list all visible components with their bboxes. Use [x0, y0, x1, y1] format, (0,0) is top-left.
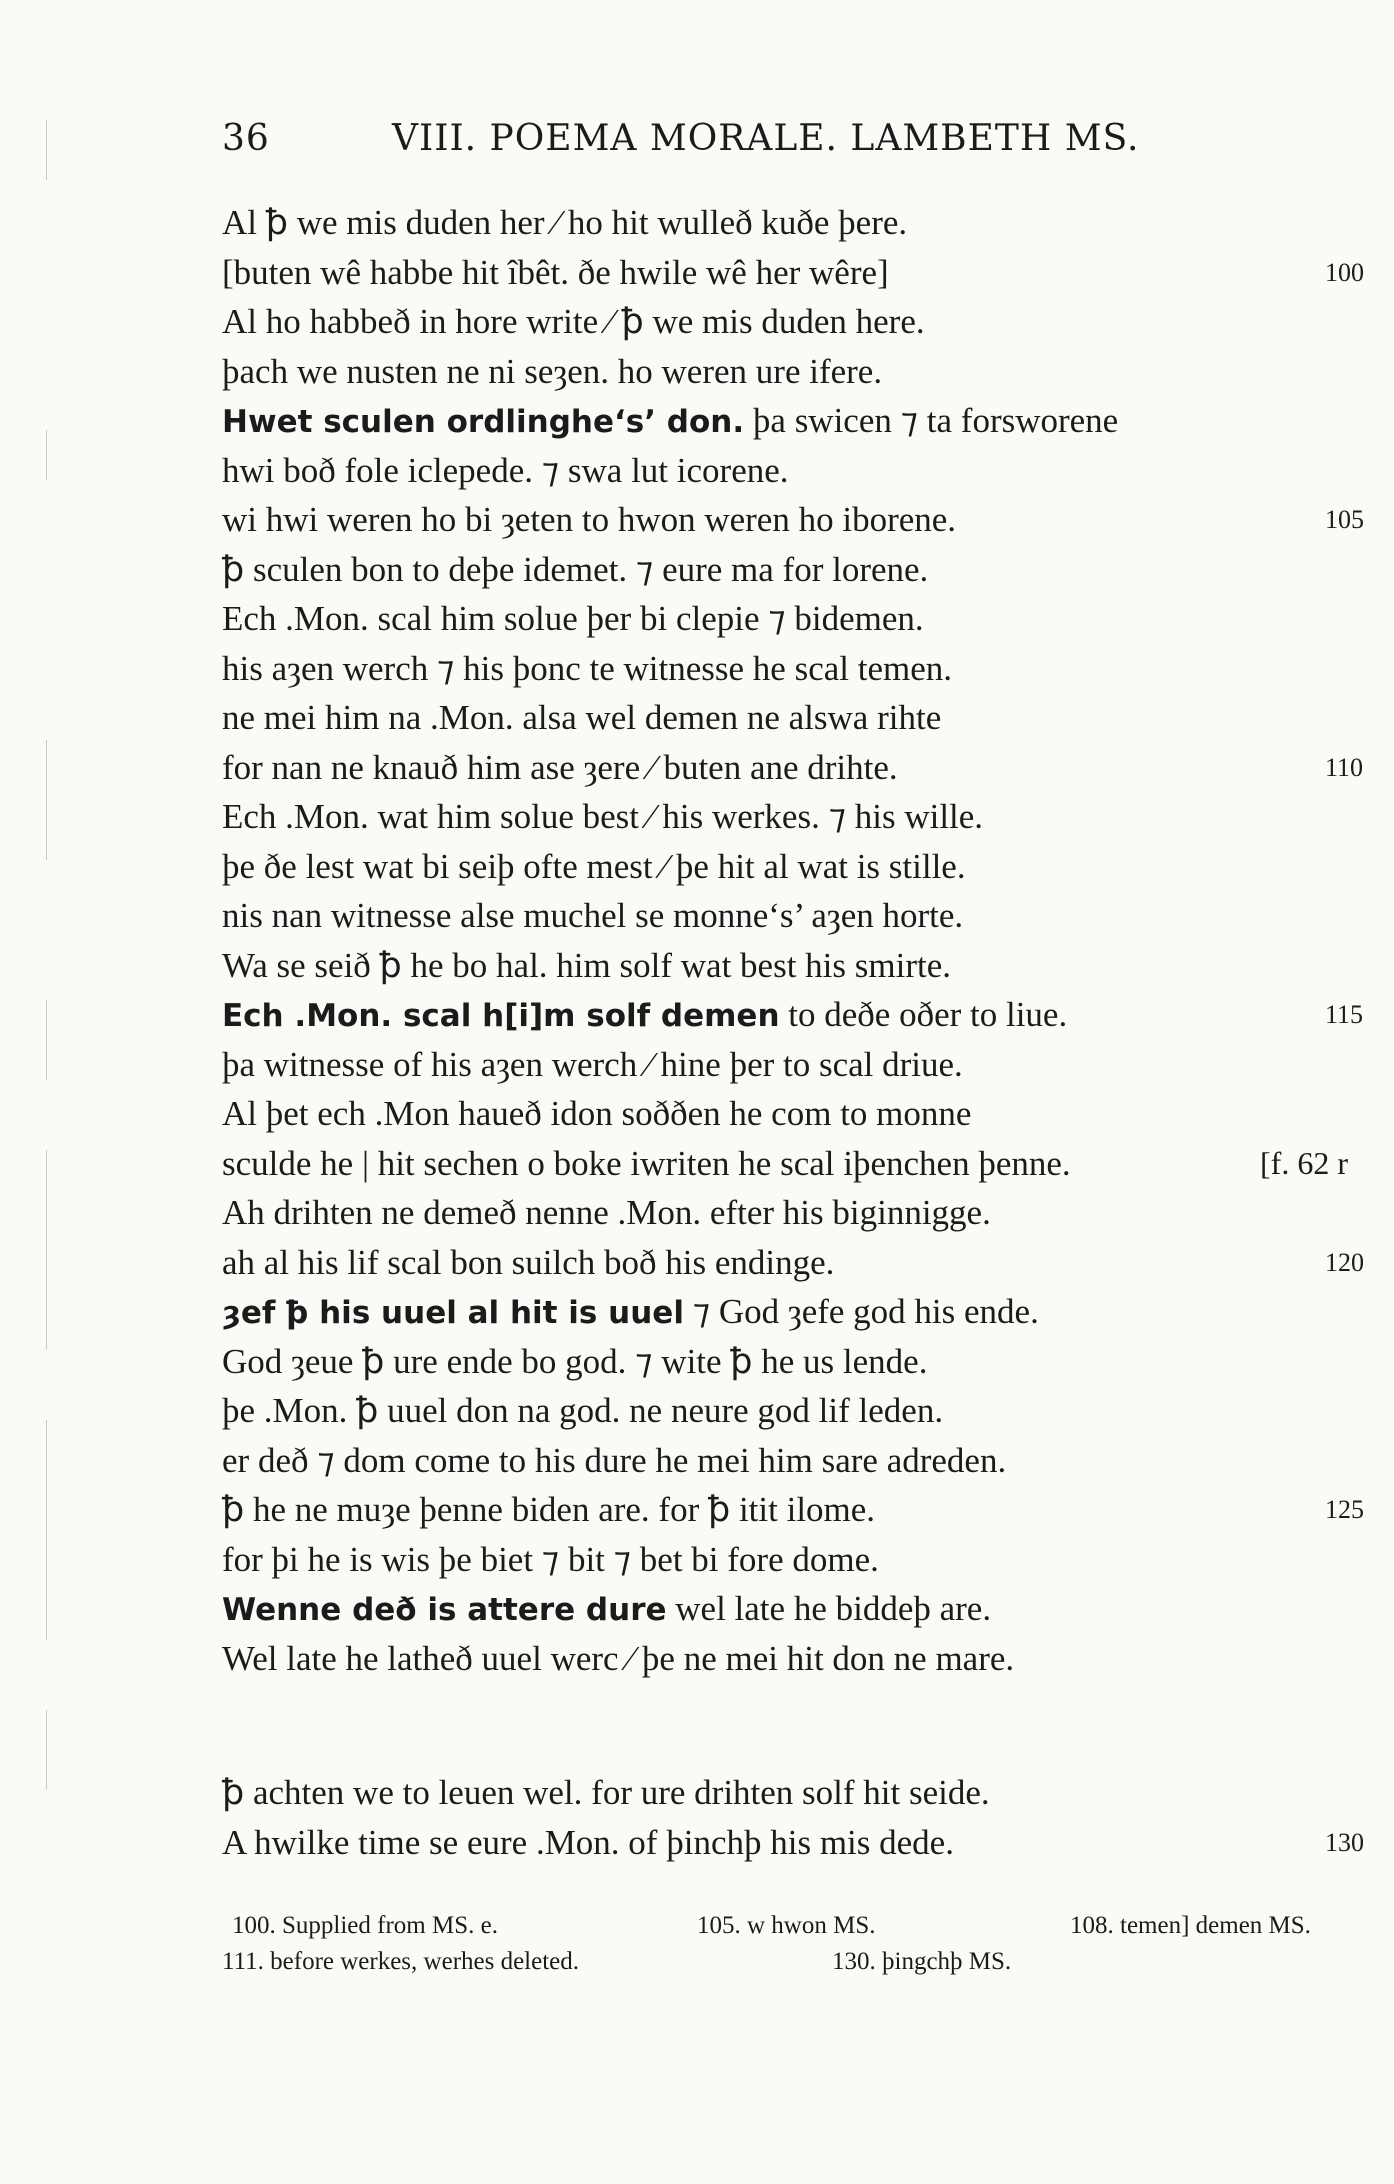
verse-body: þa swicen ⁊ ta forsworene: [744, 401, 1119, 440]
verse-line: [222, 1436, 1372, 1486]
verse-text: [222, 1287, 1039, 1339]
verse-text: [222, 446, 789, 496]
verse-body: his aȝen werch ⁊ his þonc te witnesse he scal temen.: [222, 648, 953, 688]
verse-text: [222, 396, 1118, 448]
verse-line: [222, 1337, 1372, 1387]
verse-text: [222, 1768, 990, 1818]
verse-body: þe ðe lest wat bi seiþ ofte mest ⁄ þe hit al wat is stille.: [222, 846, 966, 886]
poem-text-continued: [222, 1768, 1372, 1867]
verse-text: [222, 792, 983, 842]
line-number: 125: [1325, 1495, 1364, 1524]
page-number: 36: [222, 118, 270, 159]
verse-bold-incipit: Wenne deð is attere dure: [222, 1592, 667, 1628]
verse-body: þe .Mon. ꝥ uuel don na god. ne neure god lif leden.: [222, 1391, 944, 1430]
verse-text: [222, 297, 925, 347]
verse-body: er deð ⁊ dom come to his dure he mei him sare adreden.: [222, 1440, 1007, 1480]
verse-text: [222, 1238, 834, 1288]
verse-text: [222, 1634, 1014, 1684]
verse-body: ꝥ sculen bon to deþe idemet. ⁊ eure ma for lorene.: [222, 549, 929, 589]
verse-body: sculde he | hit sechen o boke iwriten he scal iþenchen þenne.: [222, 1143, 1071, 1183]
verse-body: for nan ne knauð him ase ȝere ⁄ buten ane drihte.: [222, 747, 898, 787]
gutter-mark: [46, 1150, 47, 1350]
verse-line: [222, 545, 1372, 595]
verse-body: wel late he biddeþ are.: [666, 1589, 992, 1628]
line-number: 100: [1325, 257, 1364, 287]
running-title: VIII. POEMA MORALE. LAMBETH MS.: [392, 118, 1140, 159]
verse-line: [222, 644, 1372, 694]
verse-body: nis nan witnesse alse muchel se monne‘s’ aȝen horte.: [222, 896, 964, 935]
verse-body: for þi he is wis þe biet ⁊ bit ⁊ bet bi fore dome.: [222, 1539, 879, 1579]
verse-line: [222, 941, 1372, 991]
verse-body: ꝥ he ne muȝe þenne biden are. for ꝥ itit ilome.: [222, 1490, 876, 1529]
verse-line: [222, 198, 1372, 248]
verse-line: [222, 990, 1372, 1040]
verse-line: [222, 594, 1372, 644]
verse-body: hwi boð fole iclepede. ⁊ swa lut icorene.: [222, 450, 789, 490]
verse-text: [222, 1535, 879, 1585]
verse-body: Ech .Mon. scal him solue þer bi clepie ⁊ bidemen.: [222, 599, 924, 638]
verse-line: [222, 1584, 1372, 1634]
verse-line: [222, 1287, 1372, 1337]
footnote-row: [222, 1944, 1382, 1980]
verse-text: [222, 1818, 954, 1868]
verse-text: [222, 347, 882, 397]
verse-line: [222, 347, 1372, 397]
verse-line: [222, 495, 1372, 545]
verse-text: [222, 1188, 991, 1238]
verse-line: [222, 693, 1372, 743]
line-number: 110: [1325, 752, 1364, 782]
verse-line: [222, 743, 1372, 793]
gutter-mark: [46, 740, 47, 860]
verse-text: [222, 1485, 875, 1535]
verse-line: [222, 446, 1372, 496]
line-number: 120: [1325, 1247, 1364, 1277]
line-number: 115: [1325, 1000, 1364, 1029]
verse-text: [222, 1436, 1006, 1486]
verse-body: ah al his lif scal bon suilch boð his endinge.: [222, 1242, 835, 1282]
verse-bold-incipit: Ech .Mon. scal h[i]m solf demen: [222, 998, 780, 1034]
verse-body: ⁊ God ȝefe god his ende.: [683, 1292, 1039, 1331]
verse-text: [222, 941, 951, 991]
verse-body: wi hwi weren ho bi ȝeten to hwon weren ho iborene.: [222, 500, 957, 539]
verse-body: to deðe oðer to liue.: [779, 995, 1068, 1034]
verse-text: [222, 990, 1067, 1042]
verse-text: [222, 1386, 943, 1436]
verse-text: [222, 743, 898, 793]
verse-body: A hwilke time se eure .Mon. of þinchþ his mis dede.: [222, 1822, 954, 1862]
gutter-mark: [46, 1710, 47, 1790]
verse-bold-incipit: Hwet sculen ordlinghe‘s’ don.: [222, 404, 745, 440]
verse-line: [222, 1139, 1372, 1189]
verse-line: [222, 1188, 1372, 1238]
verse-line: [222, 297, 1372, 347]
verse-body: God ȝeue ꝥ ure ende bo god. ⁊ wite ꝥ he us lende.: [222, 1341, 928, 1381]
verse-body: Al þet ech .Mon haueð idon soððen he com to monne: [222, 1094, 972, 1133]
verse-line: [222, 248, 1372, 298]
page-header: [222, 118, 1222, 159]
verse-line: [222, 1535, 1372, 1585]
footnote: 105. w hwon MS.: [697, 1912, 876, 1939]
verse-text: [222, 248, 889, 298]
verse-text: [222, 1584, 991, 1636]
line-number: 130: [1325, 1827, 1364, 1857]
verse-body: ne mei him na .Mon. alsa wel demen ne alswa rihte: [222, 698, 942, 737]
verse-body: [buten wê habbe hit îbêt. ðe hwile wê her wêre]: [222, 252, 889, 292]
verse-text: [222, 891, 963, 941]
line-number: 105: [1325, 505, 1364, 534]
gutter-mark: [46, 120, 47, 180]
verse-text: [222, 1139, 1071, 1189]
verse-body: Al ho habbeð in hore write ⁄ ꝥ we mis duden here.: [222, 302, 925, 341]
verse-body: Ah drihten ne demeð nenne .Mon. efter his biginnigge.: [222, 1193, 991, 1232]
verse-line: [222, 792, 1372, 842]
verse-line: [222, 1238, 1372, 1288]
verse-body: ꝥ achten we to leuen wel. for ure drihten solf hit seide.: [222, 1773, 990, 1812]
verse-body: Ech .Mon. wat him solue best ⁄ his werkes. ⁊ his wille.: [222, 797, 984, 836]
verse-bold-incipit: ȝef ꝥ his uuel al hit is uuel: [222, 1295, 684, 1331]
verse-text: [222, 693, 941, 743]
poem-text: [222, 198, 1372, 1683]
footnotes: [222, 1908, 1382, 1980]
gutter-mark: [46, 1420, 47, 1640]
verse-text: [222, 1337, 927, 1387]
verse-text: [222, 545, 928, 595]
footnote: 108. temen] demen MS.: [1070, 1912, 1311, 1939]
verse-body: þa witnesse of his aȝen werch ⁄ hine þer to scal driue.: [222, 1044, 963, 1084]
verse-text: [222, 842, 966, 892]
verse-body: Al ꝥ we mis duden her ⁄ ho hit wulleð kuðe þere.: [222, 203, 908, 242]
verse-text: [222, 1089, 971, 1139]
folio-marker: [f. 62 r: [1260, 1144, 1348, 1181]
verse-text: [222, 594, 924, 644]
verse-text: [222, 1040, 963, 1090]
verse-line: [222, 1634, 1372, 1684]
verse-line: [222, 1818, 1372, 1868]
verse-line: [222, 842, 1372, 892]
verse-line: [222, 1040, 1372, 1090]
footnote: 130. þingchþ MS.: [832, 1948, 1012, 1975]
verse-body: þach we nusten ne ni seȝen. ho weren ure ifere.: [222, 351, 883, 391]
verse-line: [222, 1089, 1372, 1139]
verse-line: [222, 1485, 1372, 1535]
verse-line: [222, 396, 1372, 446]
gutter-mark: [46, 430, 47, 480]
verse-text: [222, 495, 956, 545]
verse-body: Wa se seið ꝥ he bo hal. him solf wat best his smirte.: [222, 945, 952, 985]
verse-body: Wel late he latheð uuel werc ⁄ þe ne mei hit don ne mare.: [222, 1638, 1015, 1678]
footnote: 111. before werkes, werhes deleted.: [222, 1948, 580, 1975]
verse-line: [222, 891, 1372, 941]
footnote: 100. Supplied from MS. e.: [232, 1912, 498, 1939]
verse-text: [222, 198, 907, 248]
verse-line: [222, 1768, 1372, 1818]
gutter-mark: [46, 1000, 47, 1080]
verse-text: [222, 644, 952, 694]
footnote-row: [222, 1908, 1382, 1944]
verse-line: [222, 1386, 1372, 1436]
